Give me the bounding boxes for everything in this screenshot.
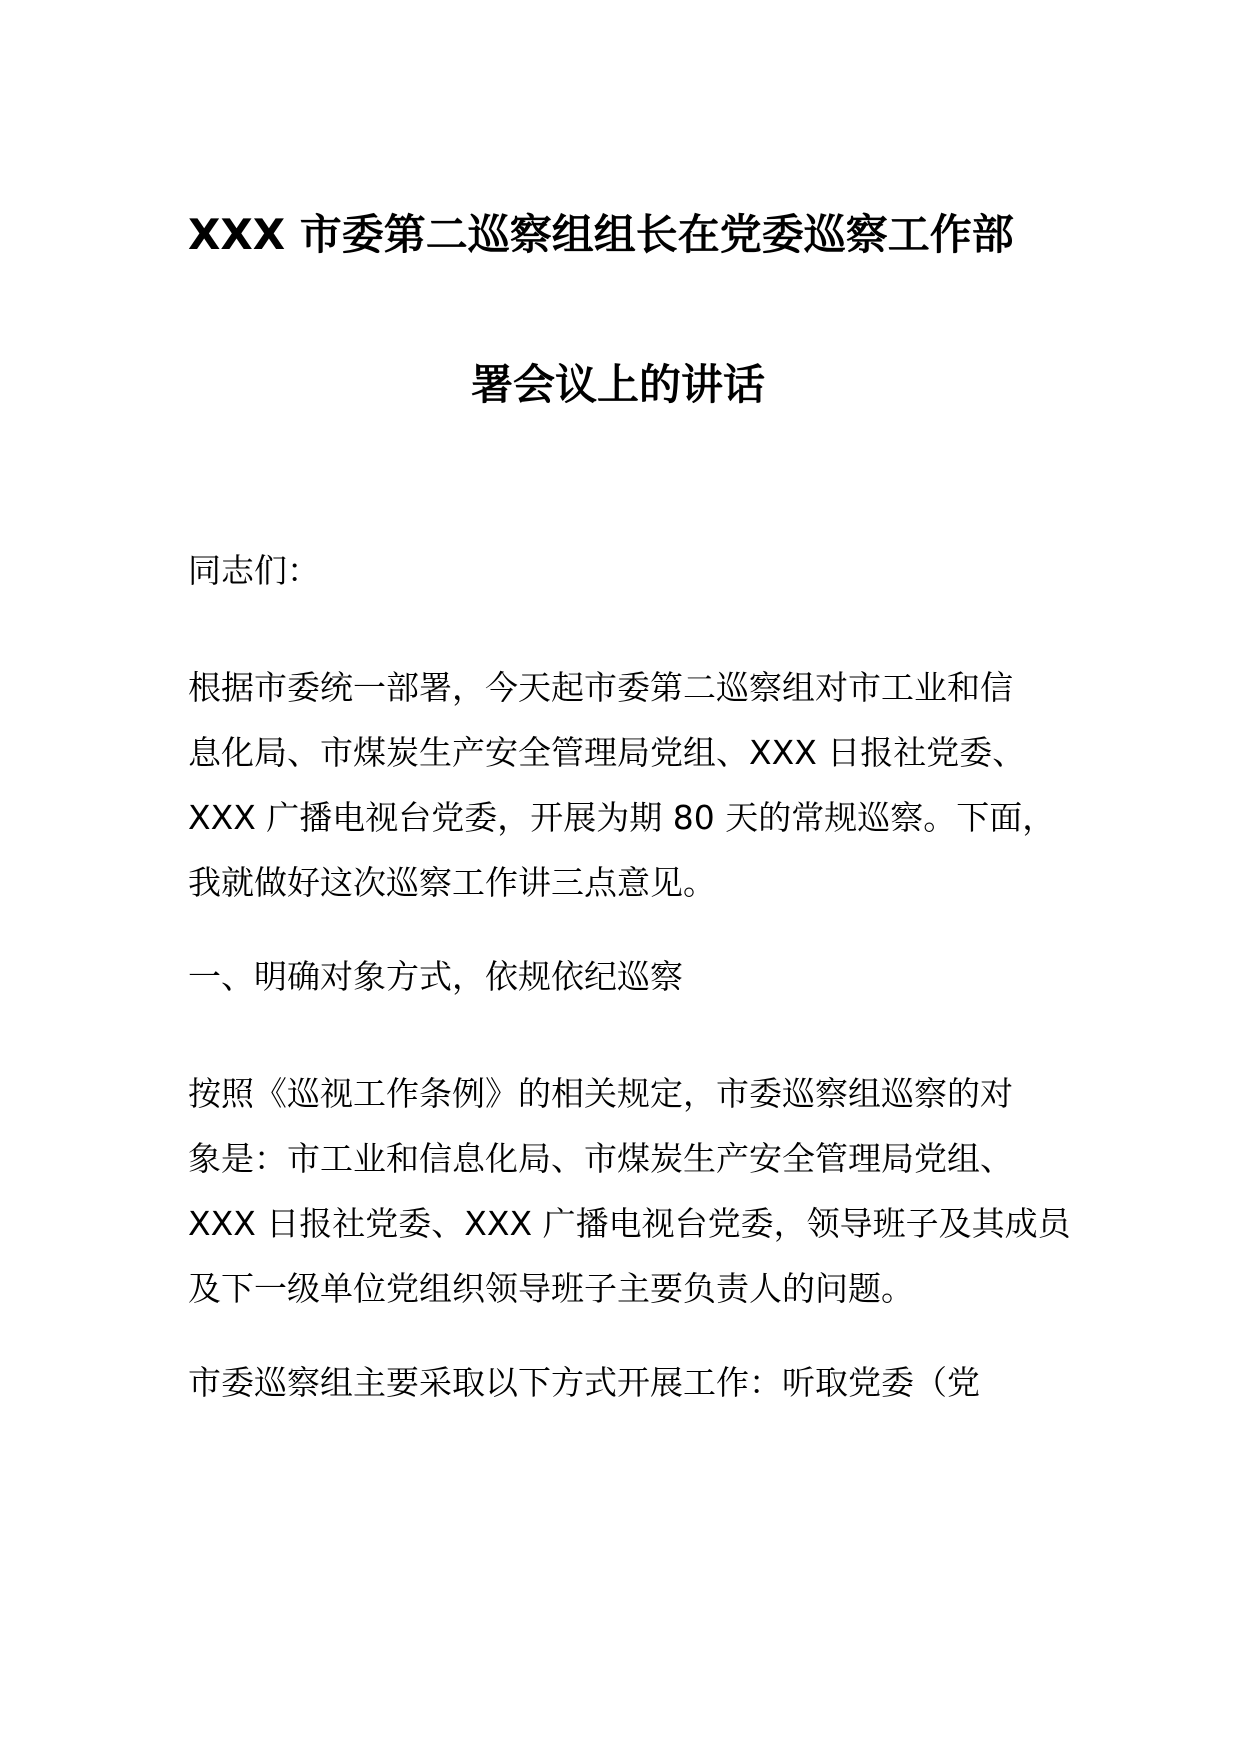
section-heading-1: 一、明确对象方式，依规依纪巡察 — [188, 957, 683, 996]
paragraph-line: 我就做好这次巡察工作讲三点意见。 — [188, 863, 716, 902]
paragraph-line: 市委巡察组主要采取以下方式开展工作：听取党委（党 — [188, 1363, 980, 1402]
salutation: 同志们： — [188, 551, 320, 590]
document-title-line-1: XXX 市委第二巡察组组长在党委巡察工作部 — [188, 210, 1014, 259]
paragraph-line: 及下一级单位党组织领导班子主要负责人的问题。 — [188, 1269, 914, 1308]
paragraph-line: 息化局、市煤炭生产安全管理局党组、XXX 日报社党委、 — [188, 733, 1026, 772]
paragraph-line: XXX 日报社党委、XXX 广播电视台党委，领导班子及其成员 — [188, 1204, 1071, 1243]
paragraph-scope — [188, 1061, 1071, 1321]
paragraph-methods — [188, 1350, 1068, 1415]
paragraph-line: 根据市委统一部署，今天起市委第二巡察组对市工业和信 — [188, 668, 1013, 707]
paragraph-line: XXX 广播电视台党委，开展为期 80 天的常规巡察。下面， — [188, 798, 1056, 837]
document-title-line-2: 署会议上的讲话 — [470, 360, 765, 409]
paragraph-intro — [188, 655, 1068, 915]
paragraph-line: 按照《巡视工作条例》的相关规定，市委巡察组巡察的对 — [188, 1074, 1013, 1113]
paragraph-line: 象是：市工业和信息化局、市煤炭生产安全管理局党组、 — [188, 1139, 1013, 1178]
